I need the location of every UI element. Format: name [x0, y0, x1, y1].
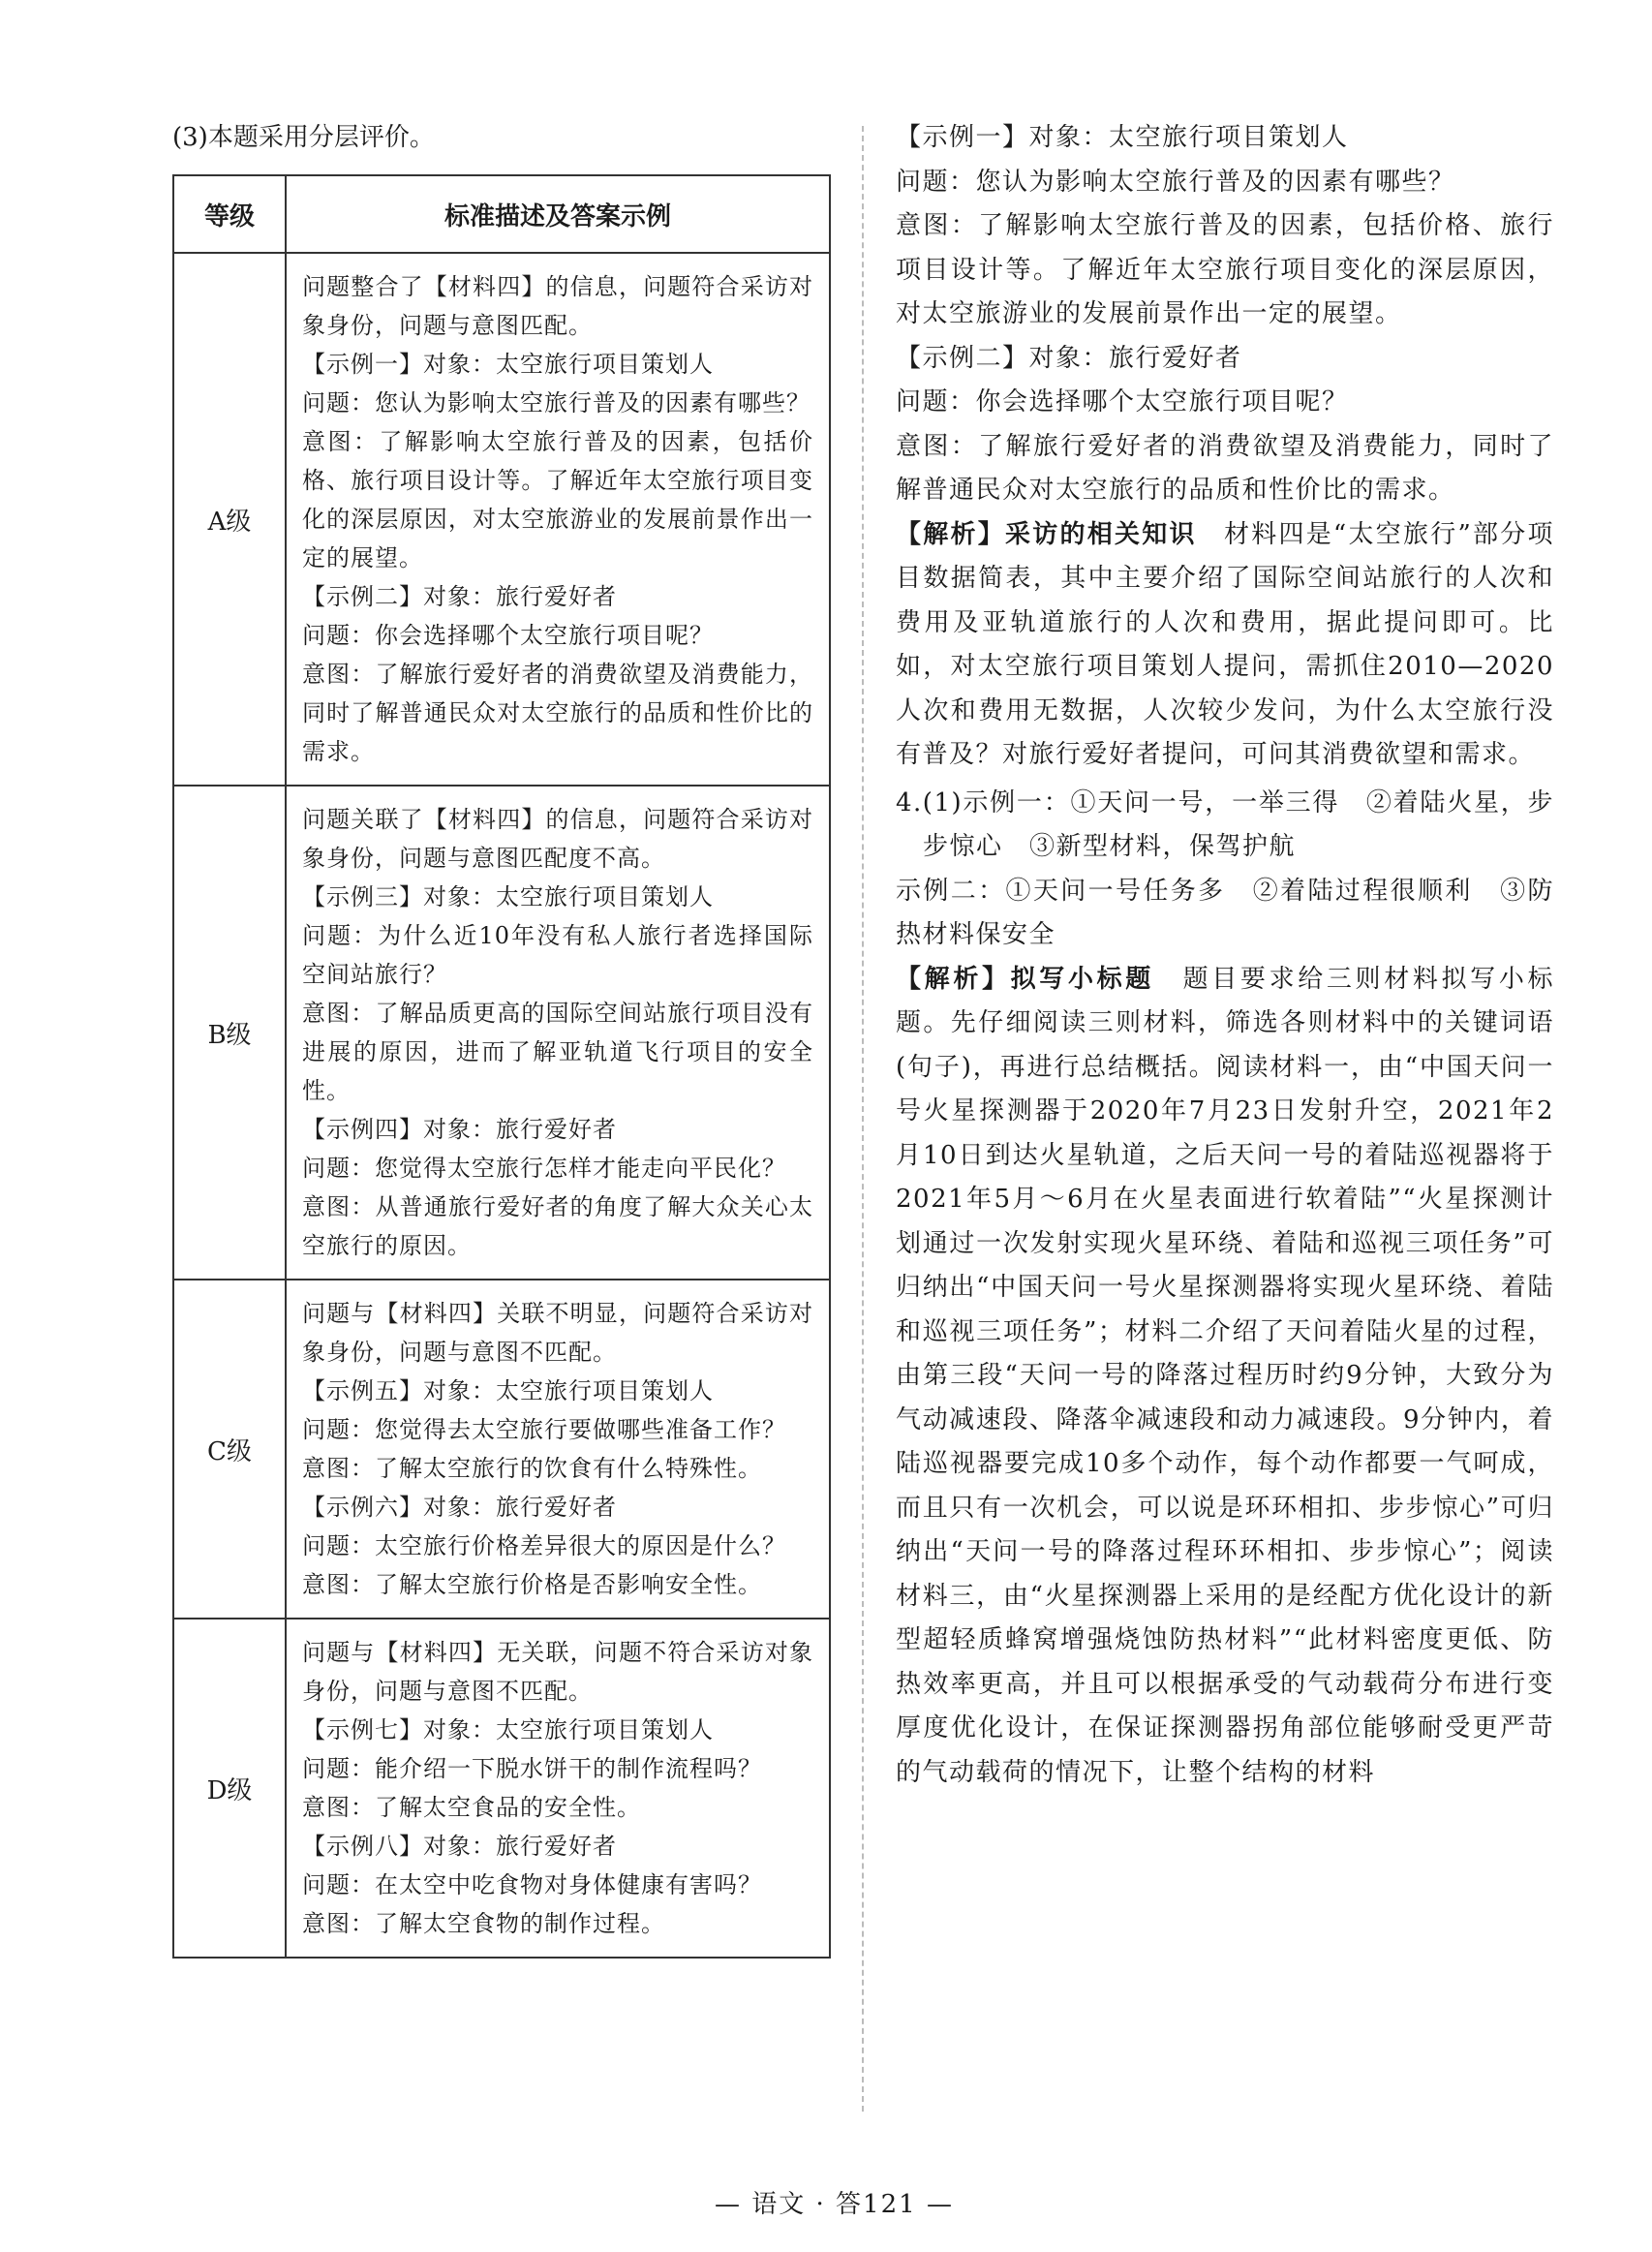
- table-row: [173, 786, 830, 1280]
- analysis-heading-2: 【解析】拟写小标题: [896, 964, 1154, 994]
- description-line: 问题：为什么近10年没有私人旅行者选择国际空间站旅行？: [302, 922, 813, 988]
- description-line: 问题：您觉得去太空旅行要做哪些准备工作？: [302, 1416, 786, 1443]
- table-row: [173, 253, 830, 786]
- description-line: 意图：了解太空旅行价格是否影响安全性。: [302, 1571, 762, 1598]
- intro-text: (3)本题采用分层评价。: [172, 123, 435, 152]
- right-example-2: 【示例二】对象：旅行爱好者: [896, 343, 1242, 373]
- right-question-1: 问题：您认为影响太空旅行普及的因素有哪些？: [896, 167, 1455, 197]
- description-line: 问题：你会选择哪个太空旅行项目呢？: [302, 622, 714, 649]
- description-line: 【示例五】对象：太空旅行项目策划人: [302, 1377, 714, 1404]
- description-line: 问题：太空旅行价格差异很大的原因是什么？: [302, 1532, 786, 1559]
- description-line: 【示例八】对象：旅行爱好者: [302, 1833, 617, 1860]
- grade-description: [286, 253, 830, 786]
- description-line: 【示例四】对象：旅行爱好者: [302, 1116, 617, 1143]
- description-line: 意图：了解太空食品的安全性。: [302, 1794, 641, 1821]
- grading-table: [172, 174, 831, 1959]
- right-intent-2: 意图：了解旅行爱好者的消费欲望及消费能力，同时了解普通民众对太空旅行的品质和性价比的需求。: [896, 431, 1554, 505]
- grade-level: A级: [173, 253, 286, 786]
- description-line: 意图：了解太空食物的制作过程。: [302, 1910, 665, 1937]
- description-line: 问题：在太空中吃食物对身体健康有害吗？: [302, 1871, 762, 1898]
- header-grade: 等级: [173, 175, 286, 253]
- description-line: 【示例三】对象：太空旅行项目策划人: [302, 883, 714, 910]
- table-row: [173, 1280, 830, 1619]
- description-line: 问题：您认为影响太空旅行普及的因素有哪些？: [302, 389, 811, 416]
- analysis-paragraph-1: [896, 513, 1554, 778]
- left-column: [172, 116, 831, 1959]
- grade-level: D级: [173, 1619, 286, 1958]
- right-intent-1: 意图：了解影响太空旅行普及的因素，包括价格、旅行项目设计等。了解近年太空旅行项目变化的深层原因，对太空旅游业的发展前景作出一定的展望。: [896, 211, 1554, 328]
- description-line: 【示例二】对象：旅行爱好者: [302, 583, 617, 610]
- description-line: 意图：了解太空旅行的饮食有什么特殊性。: [302, 1455, 762, 1482]
- grade-description: [286, 1280, 830, 1619]
- description-line: 意图：了解影响太空旅行普及的因素，包括价格、旅行项目设计等。了解近年太空旅行项目变化的深层原因，对太空旅游业的发展前景作出一定的展望。: [302, 428, 813, 571]
- grade-description: [286, 1619, 830, 1958]
- description-line: 意图：了解旅行爱好者的消费欲望及消费能力，同时了解普通民众对太空旅行的品质和性价比的需求。: [302, 661, 813, 765]
- analysis-text-1: 材料四是“太空旅行”部分项目数据简表，其中主要介绍了国际空间站旅行的人次和费用及亚轨道旅行的人次和费用，据此提问即可。比如，对太空旅行项目策划人提问，需抓住2010—2020人次和费用无数据，人次较少发问，为什么太空旅行没有普及？对旅行爱好者提问，可问其消费欲望和需求。: [896, 519, 1554, 769]
- header-description: 标准描述及答案示例: [286, 175, 830, 253]
- right-column: [896, 116, 1554, 1795]
- right-question-2: 问题：你会选择哪个太空旅行项目呢？: [896, 387, 1349, 416]
- analysis-heading-1: 【解析】采访的相关知识: [896, 519, 1197, 549]
- answer-4-1-example-2: 示例二：①天问一号任务多 ②着陆过程很顺利 ③防热材料保安全: [896, 876, 1554, 949]
- right-example-1: 【示例一】对象：太空旅行项目策划人: [896, 123, 1349, 152]
- table-row: [173, 1619, 830, 1958]
- description-line: 【示例七】对象：太空旅行项目策划人: [302, 1716, 714, 1743]
- analysis-paragraph-2: [896, 958, 1554, 1796]
- column-divider: [862, 126, 864, 2112]
- description-line: 【示例六】对象：旅行爱好者: [302, 1494, 617, 1521]
- description-line: 问题整合了【材料四】的信息，问题符合采访对象身份，问题与意图匹配。: [302, 273, 813, 339]
- grade-description: [286, 786, 830, 1280]
- answer-4-1: 4.(1)示例一：①天问一号，一举三得 ②着陆火星，步步惊心 ③新型材料，保驾护航: [896, 787, 1554, 861]
- description-line: 问题：能介绍一下脱水饼干的制作流程吗？: [302, 1755, 762, 1782]
- grade-level: B级: [173, 786, 286, 1280]
- description-line: 问题关联了【材料四】的信息，问题符合采访对象身份，问题与意图匹配度不高。: [302, 806, 813, 872]
- description-line: 问题与【材料四】无关联，问题不符合采访对象身份，问题与意图不匹配。: [302, 1639, 813, 1705]
- page-footer: — 语文 · 答121 —: [715, 2190, 954, 2219]
- table-header-row: [173, 175, 830, 253]
- grade-level: C级: [173, 1280, 286, 1619]
- table-body: [173, 253, 830, 1958]
- description-line: 意图：从普通旅行爱好者的角度了解大众关心太空旅行的原因。: [302, 1193, 813, 1259]
- description-line: 意图：了解品质更高的国际空间站旅行项目没有进展的原因，进而了解亚轨道飞行项目的安全性。: [302, 1000, 813, 1104]
- description-line: 问题：您觉得太空旅行怎样才能走向平民化？: [302, 1155, 786, 1182]
- analysis-text-2: 题目要求给三则材料拟写小标题。先仔细阅读三则材料，筛选各则材料中的关键词语(句子)，再进行总结概括。阅读材料一，由“中国天问一号火星探测器于2020年7月23日发射升空，2021年2月10日到达火星轨道，之后天问一号的着陆巡视器将于2021年5月～6月在火星表面进行软着陆”“火星探测计划通过一次发射实现火星环绕、着陆和巡视三项任务”可归纳出“中国天问一号火星探测器将实现火星环绕、着陆和巡视三项任务”；材料二介绍了天问着陆火星的过程，由第三段“天问一号的降落过程历时约9分钟，大致分为气动减速段、降落伞减速段和动力减速段。9分钟内，着陆巡视器要完成10多个动作，每个动作都要一气呵成，而且只有一次机会，可以说是环环相扣、步步惊心”可归纳出“天问一号的降落过程环环相扣、步步惊心”；阅读材料三，由“火星探测器上采用的是经配方优化设计的新型超轻质蜂窝增强烧蚀防热材料”“此材料密度更低、防热效率更高，并且可以根据承受的气动载荷分布进行变厚度优化设计，在保证探测器拐角部位能够耐受更严苛的气动载荷的情况下，让整个结构的材料: [896, 964, 1554, 1787]
- description-line: 【示例一】对象：太空旅行项目策划人: [302, 351, 714, 378]
- description-line: 问题与【材料四】关联不明显，问题符合采访对象身份，问题与意图不匹配。: [302, 1300, 813, 1366]
